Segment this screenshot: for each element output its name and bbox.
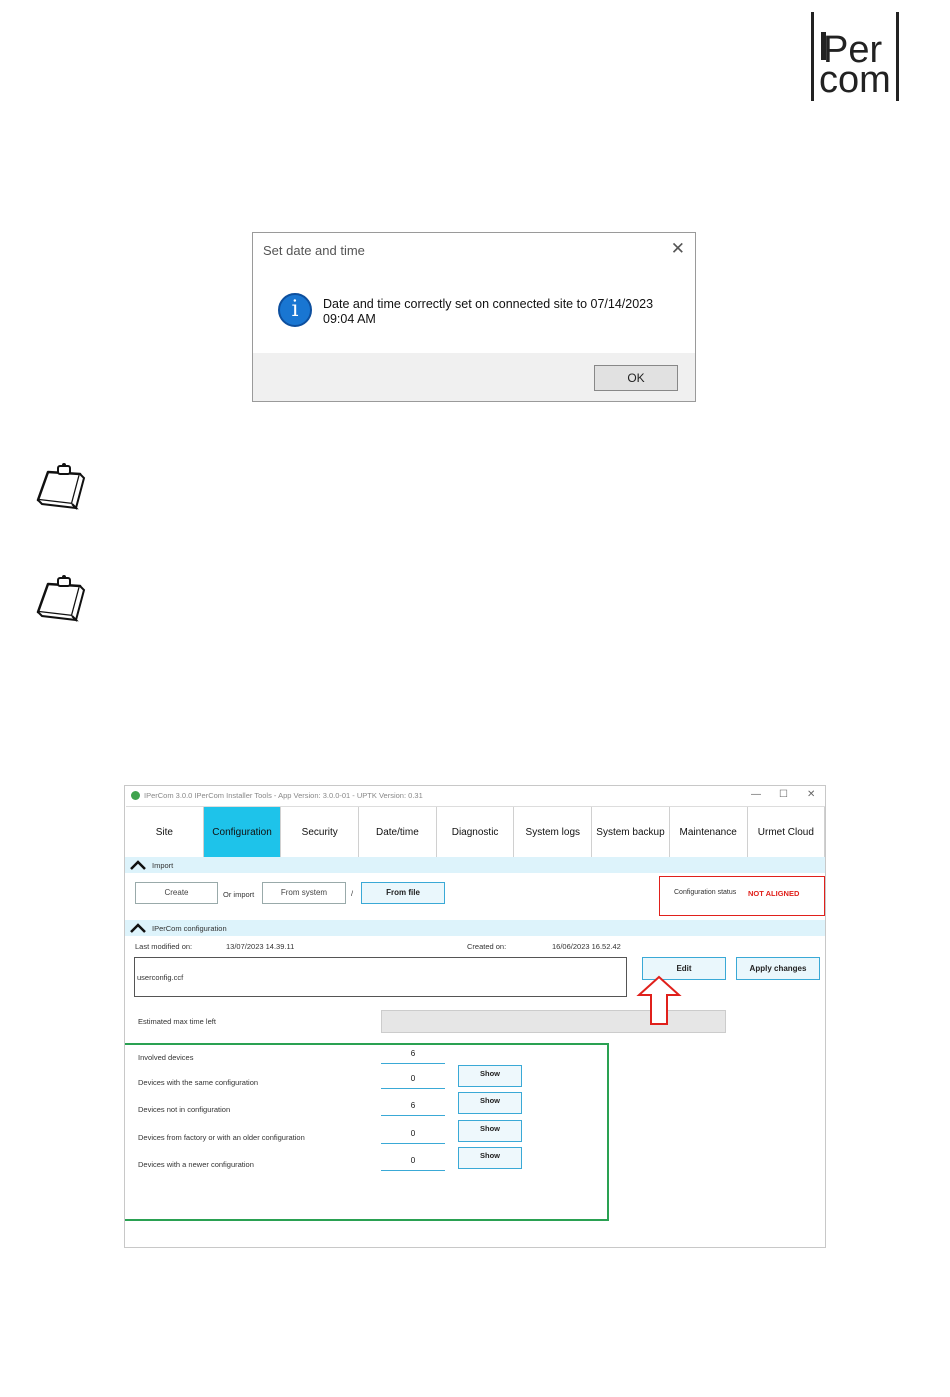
tab-site[interactable]: Site <box>126 807 204 857</box>
involved-devices-value: 6 <box>381 1049 445 1064</box>
ipercom-config-section-label: IPerCom configuration <box>152 924 227 933</box>
newer-config-value: 0 <box>381 1156 445 1171</box>
older-config-value: 0 <box>381 1129 445 1144</box>
show-same-config-button[interactable]: Show <box>458 1065 522 1087</box>
from-file-button[interactable]: From file <box>361 882 445 904</box>
slash-separator: / <box>351 889 354 898</box>
show-newer-config-button[interactable]: Show <box>458 1147 522 1169</box>
same-config-label: Devices with the same configuration <box>138 1078 259 1087</box>
ipercom-logo <box>808 10 902 104</box>
show-not-in-config-button[interactable]: Show <box>458 1092 522 1114</box>
config-file-name: userconfig.ccf <box>137 973 184 982</box>
last-modified-value: 13/07/2023 14.39.11 <box>226 942 295 951</box>
last-modified-label: Last modified on: <box>135 942 193 951</box>
close-window-icon[interactable]: ✕ <box>807 789 816 800</box>
show-older-config-button[interactable]: Show <box>458 1120 522 1142</box>
same-config-value: 0 <box>381 1074 445 1089</box>
tab-configuration[interactable]: Configuration <box>204 807 282 857</box>
logo-text-per: Per <box>823 29 883 71</box>
window-title: IPerCom 3.0.0 IPerCom Installer Tools - App Version: 3.0.0-01 - UPTK Version: 0.31 <box>144 791 423 800</box>
tab-security[interactable]: Security <box>281 807 359 857</box>
config-status-value: NOT ALIGNED <box>748 889 800 898</box>
tab-bar <box>126 806 826 857</box>
ok-button[interactable]: OK <box>594 365 678 391</box>
devices-highlight-box <box>124 1043 609 1221</box>
import-section-label: Import <box>152 861 174 870</box>
config-status-label: Configuration status <box>674 889 737 896</box>
dialog-message <box>323 297 683 327</box>
tab-urmet-cloud[interactable]: Urmet Cloud <box>748 807 826 857</box>
installer-tools-window <box>124 785 826 1248</box>
title-bar <box>125 786 825 806</box>
or-import-label: Or import <box>223 890 255 899</box>
tab-system-backup[interactable]: System backup <box>592 807 670 857</box>
not-in-config-value: 6 <box>381 1101 445 1116</box>
notepad-icon <box>34 460 88 514</box>
involved-devices-label: Involved devices <box>138 1053 194 1062</box>
config-status-highlight <box>659 876 825 916</box>
ipercom-config-section-header[interactable] <box>125 920 825 936</box>
tab-system-logs[interactable]: System logs <box>514 807 592 857</box>
apply-changes-button[interactable]: Apply changes <box>736 957 820 980</box>
create-button[interactable]: Create <box>135 882 218 904</box>
maximize-icon[interactable]: ☐ <box>779 789 788 800</box>
created-value: 16/06/2023 16.52.42 <box>552 942 621 951</box>
dialog-message-line1: Date and time correctly set on connected site to 07/14/2023 <box>323 297 654 311</box>
estimated-time-label: Estimated max time left <box>138 1017 216 1026</box>
notepad-icon <box>34 572 88 626</box>
arrow-up-icon <box>634 975 684 1027</box>
tab-diagnostic[interactable]: Diagnostic <box>437 807 515 857</box>
dialog-footer <box>253 353 695 401</box>
edit-button[interactable]: Edit <box>642 957 726 980</box>
created-label: Created on: <box>467 942 507 951</box>
app-icon <box>131 791 140 800</box>
minimize-icon[interactable]: — <box>751 789 761 800</box>
chevron-up-icon[interactable] <box>129 859 147 871</box>
not-in-config-label: Devices not in configuration <box>138 1105 231 1114</box>
newer-config-label: Devices with a newer configuration <box>138 1160 254 1169</box>
set-date-time-dialog <box>252 232 696 402</box>
from-system-button[interactable]: From system <box>262 882 346 904</box>
logo-text-com: com <box>819 59 891 101</box>
dialog-title: Set date and time <box>263 243 365 258</box>
tab-date-time[interactable]: Date/time <box>359 807 437 857</box>
info-icon: i <box>278 293 312 327</box>
close-icon[interactable]: ✕ <box>670 239 685 258</box>
config-file-box[interactable] <box>134 957 627 997</box>
tab-maintenance[interactable]: Maintenance <box>670 807 748 857</box>
older-config-label: Devices from factory or with an older configuration <box>138 1133 305 1142</box>
import-section-header[interactable] <box>125 857 825 873</box>
chevron-up-icon[interactable] <box>129 922 147 934</box>
dialog-message-line2: 09:04 AM <box>323 312 376 326</box>
